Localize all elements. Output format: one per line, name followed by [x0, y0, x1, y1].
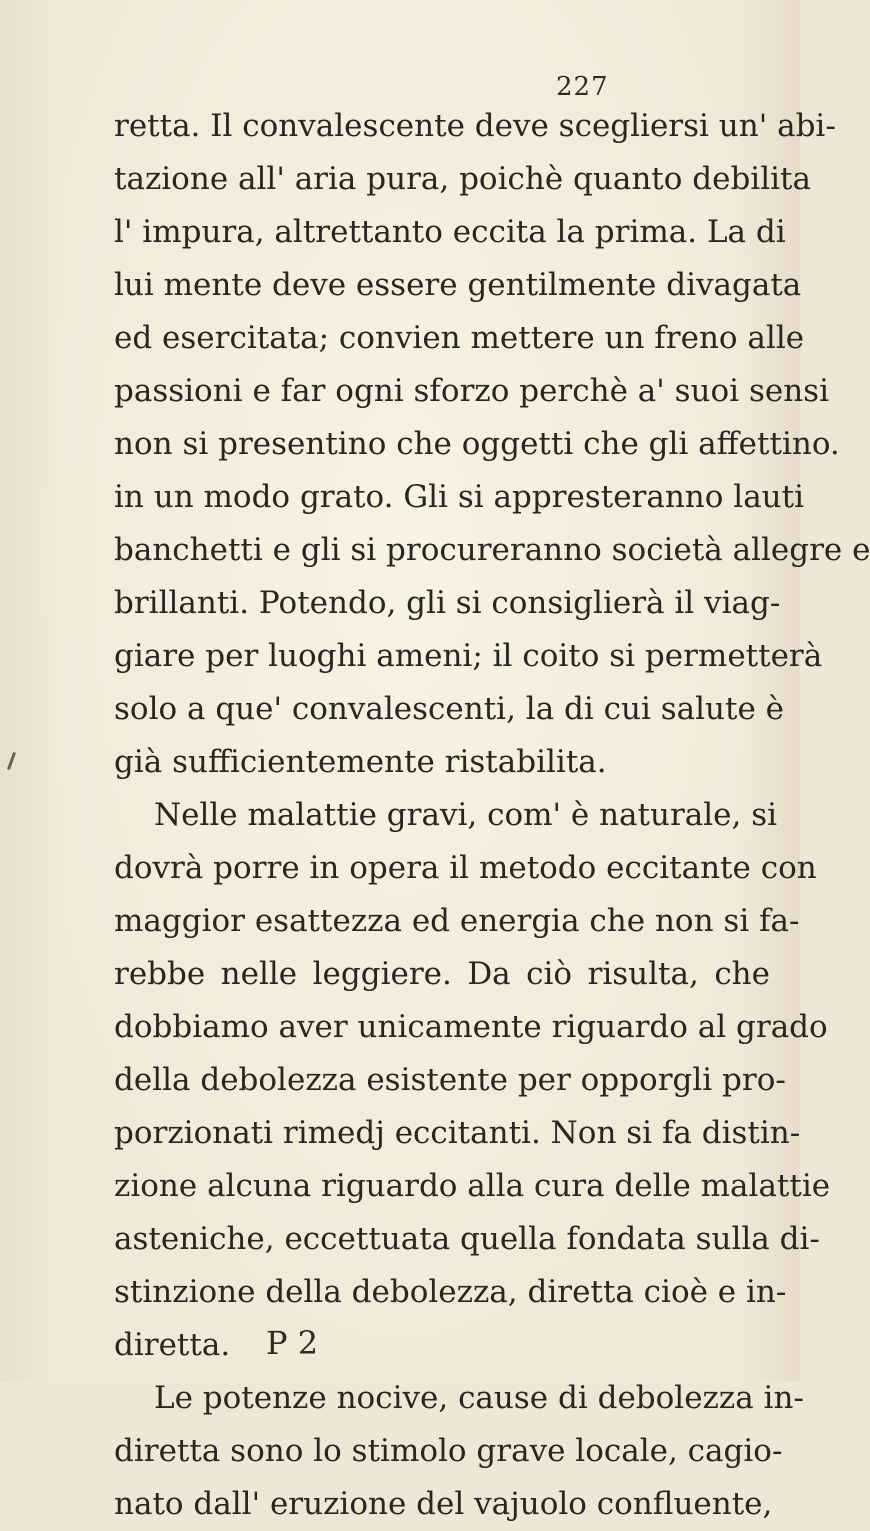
text-line: solo a que' convalescenti, la di cui salute è	[114, 691, 785, 727]
text-line: già sufficientemente ristabilita.	[114, 744, 607, 780]
text-line: rebbe nelle leggiere. Da ciò risulta, che	[114, 956, 770, 992]
text-line: l' impura, altrettanto eccita la prima. La di	[114, 214, 786, 250]
text-line: diretta sono lo stimolo grave locale, cagio-	[114, 1433, 783, 1469]
margin-mark	[7, 752, 16, 770]
text-line: retta. Il convalescente deve scegliersi un' abi-	[114, 108, 836, 144]
text-line: in un modo grato. Gli si appresteranno lauti	[114, 479, 805, 515]
text-line: passioni e far ogni sforzo perchè a' suoi sensi	[114, 373, 829, 409]
text-line: della debolezza esistente per opporgli pro-	[114, 1062, 786, 1098]
paragraph-start-line: Nelle malattie gravi, com' è naturale, si	[154, 797, 778, 833]
text-line: stinzione della debolezza, diretta cioè e in-	[114, 1274, 787, 1310]
signature-mark: P 2	[266, 1324, 319, 1362]
body-text	[114, 100, 870, 1531]
text-line: ed esercitata; convien mettere un freno alle	[114, 320, 805, 356]
text-line: dobbiamo aver unicamente riguardo al grado	[114, 1009, 828, 1045]
text-line: non si presentino che oggetti che gli affettino.	[114, 426, 840, 462]
text-line: banchetti e gli si procureranno società allegre e	[114, 532, 870, 568]
text-line: porzionati rimedj eccitanti. Non si fa distin-	[114, 1115, 801, 1151]
text-line: dovrà porre in opera il metodo eccitante con	[114, 850, 817, 886]
text-line: nato dall' eruzione del vajuolo confluente,	[114, 1486, 773, 1522]
paragraph-start-line: Le potenze nocive, cause di debolezza in-	[154, 1380, 804, 1416]
text-line: brillanti. Potendo, gli si consiglierà il viag-	[114, 585, 781, 621]
text-line: tazione all' aria pura, poichè quanto debilita	[114, 161, 811, 197]
text-line: diretta.	[114, 1327, 231, 1363]
text-line: zione alcuna riguardo alla cura delle malattie	[114, 1168, 831, 1204]
text-line: giare per luoghi ameni; il coito si permetterà	[114, 638, 823, 674]
page-number: 227	[556, 72, 609, 102]
text-line: asteniche, eccettuata quella fondata sulla di-	[114, 1221, 820, 1257]
text-line: maggior esattezza ed energia che non si fa-	[114, 903, 800, 939]
text-line: lui mente deve essere gentilmente divagata	[114, 267, 802, 303]
